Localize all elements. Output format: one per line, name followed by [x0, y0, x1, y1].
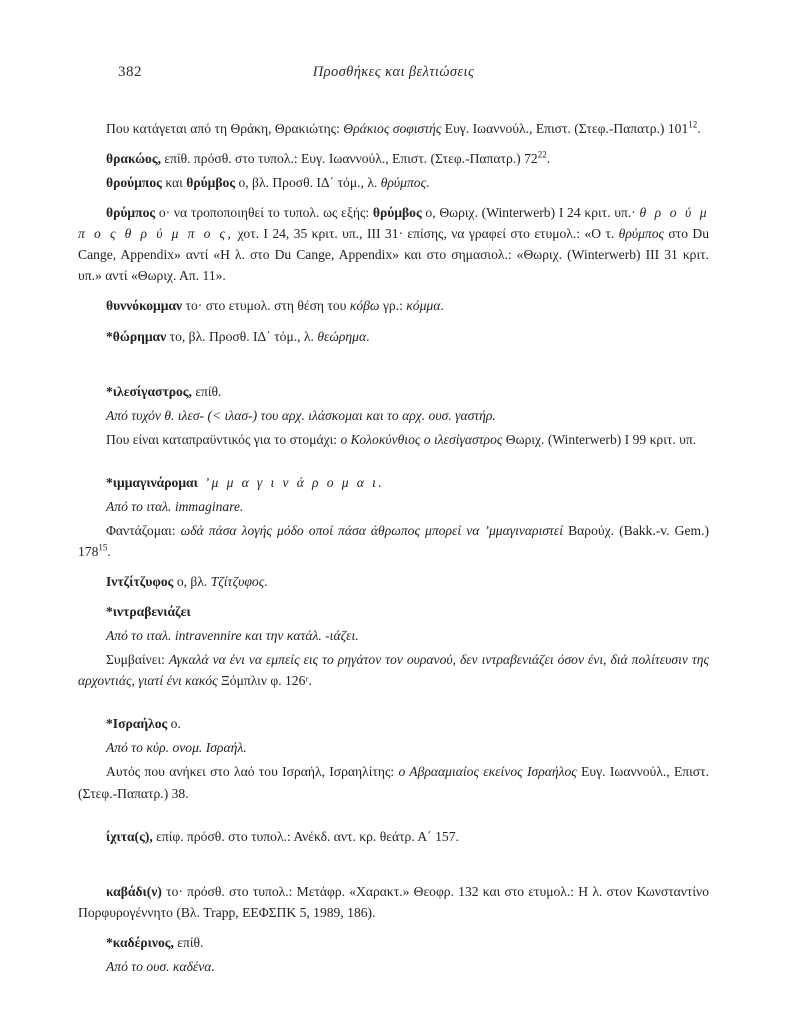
entry-ichitas	[78, 826, 709, 847]
text-segment: .	[546, 151, 551, 167]
headword: ίχιτα(ς),	[106, 828, 153, 844]
headword: Ιντζίτζυφος	[106, 574, 174, 589]
text-segment: Ευγ. Ιωαννούλ., Επιστ. (Στεφ.-Παπατρ.) 101	[441, 121, 689, 136]
headword: *καδέρινος,	[106, 934, 174, 950]
definition-immaginaromai	[78, 520, 709, 562]
etymology-immaginaromai: Από το ιταλ. immaginare.	[106, 498, 244, 514]
entry-thrympos	[78, 202, 709, 286]
text-segment: ο, Θωριχ. (Winterwerb) Ι 24 κριτ. υπ.·	[421, 205, 640, 221]
text-segment: το, βλ. Προσθ. ΙΔ΄ τόμ., λ.	[166, 328, 318, 344]
definition-intraveniazei	[78, 649, 709, 691]
etymology-israilos: Από το κύρ. ονομ. Ισραήλ.	[106, 740, 247, 756]
text-segment-italic: θρύμπος	[380, 175, 427, 191]
text-segment: Βαρούχ. (Bakk.-v. Gem.) 178	[78, 522, 709, 559]
text-segment: Αυτός που ανήκει στο λαό του Ισραήλ, Ισραηλίτης:	[106, 764, 399, 780]
etymology-kaderinos: Από το ουσ. καδένα.	[106, 958, 215, 974]
text-segment-italic: θεώρημα	[317, 328, 367, 344]
text-segment: Ευγ. Ιωαννούλ., Επιστ. (Στεφ.-Παπατρ.) 38.	[78, 764, 709, 801]
text-segment: .	[366, 328, 370, 344]
text-segment-italic: κόβω	[349, 298, 380, 314]
entry-intzitzyfos	[78, 571, 709, 592]
headword: καβάδι(ν)	[106, 883, 162, 899]
headword-variant: θρύμβος	[186, 175, 236, 191]
entry-israilos	[78, 713, 709, 734]
entry-thrakoos	[78, 148, 709, 169]
text-segment: Ξόμπλιν φ. 126ʳ.	[217, 673, 312, 689]
text-segment: Συμβαίνει:	[106, 652, 169, 668]
headword: *ιλεσίγαστρος,	[106, 383, 192, 399]
headword-variant: θρύμβος	[372, 205, 422, 221]
headword: *ιμμαγινάρομαι	[106, 474, 198, 490]
text-segment: .	[264, 574, 268, 589]
entry-immaginaromai	[78, 472, 709, 493]
reference-superscript: 15	[98, 542, 108, 553]
text-segment: το· στο ετυμολ. στη θέση του	[182, 298, 350, 314]
definition-ilesigastros	[78, 429, 709, 450]
text-segment: Που κατάγεται από τη Θράκη, Θρακιώτης:	[106, 121, 344, 136]
headword: *ιντραβενιάζει	[106, 604, 191, 620]
entry-kavadi	[78, 881, 709, 923]
definition-israilos	[78, 761, 709, 803]
entry-kaderinos	[78, 932, 709, 953]
text-segment: Που είναι καταπραϋντικός για το στομάχι:	[106, 431, 341, 447]
text-segment: ο.	[167, 716, 181, 732]
headword: *θώρημαν	[106, 328, 167, 344]
text-segment-italic: ο Κολοκύνθιος ο ιλεσίγαστρος	[340, 431, 503, 447]
etymology-ilesigastros: Από τυχόν θ. ιλεσ- (< ιλασ-) του αρχ. ιλάσκομαι και το αρχ. ουσ. γαστήρ.	[106, 407, 496, 423]
text-segment: επίθ. πρόσθ. στο τυπολ.: Ευγ. Ιωαννούλ., Επιστ. (Στεφ.-Παπατρ.) 72	[160, 151, 538, 167]
text-segment: .	[697, 121, 701, 136]
headword-spaced-variant: ’μ μ α γ ι ν ά ρ ο μ α ι.	[204, 474, 385, 490]
headword: *Ισραήλος	[106, 716, 168, 732]
text-segment: .	[426, 175, 430, 191]
text-segment-spaced: θ ρ ο ύ μ π ο ς θ ρ ύ μ π ο ς,	[78, 205, 709, 242]
text-segment-italic: Θράκιος σοφιστής	[343, 121, 442, 136]
text-segment: ο· να τροποποιηθεί το τυπολ. ως εξής:	[155, 205, 373, 221]
text-segment: ο, βλ.	[173, 574, 211, 589]
entry-intraveniazei	[78, 601, 709, 622]
body-column	[78, 118, 709, 977]
reference-superscript: 12	[688, 119, 698, 130]
page-number: 382	[118, 64, 142, 80]
text-segment: επίφ. πρόσθ. στο τυπολ.: Ανέκδ. αντ. κρ. θεάτρ. Α΄ 157.	[152, 828, 459, 844]
etymology-intraveniazei: Από το ιταλ. intravennire και την κατάλ. -ιάζει.	[106, 628, 359, 644]
entry-throumpos	[78, 172, 709, 193]
text-segment: και	[161, 175, 187, 191]
headword: θρύμπος	[106, 205, 156, 221]
running-title: Προσθήκες και βελτιώσεις	[312, 64, 475, 80]
text-segment: Φαντάζομαι:	[106, 522, 181, 538]
text-segment: το· πρόσθ. στο τυπολ.: Μετάφρ. «Χαρακτ.» Θεοφρ. 132 και στο ετυμολ.: Η λ. στον Κωνσταντίνο Πορφυρογέννητο (Βλ. Trapp, ΕΕΦΣΠΚ 5, 1989, 186).	[78, 883, 709, 920]
text-segment: ο, βλ. Προσθ. ΙΔ΄ τόμ., λ.	[235, 175, 381, 191]
reference-superscript: 22	[537, 149, 547, 160]
headword: θρούμπος	[106, 175, 162, 191]
text-segment: .	[107, 543, 111, 559]
text-segment: επίθ.	[191, 383, 222, 399]
text-segment: Θωριχ. (Winterwerb) Ι 99 κριτ. υπ.	[502, 431, 697, 447]
page-header	[78, 60, 709, 100]
text-segment: χοτ. Ι 24, 35 κριτ. υπ., ΙΙΙ 31· επίσης, να γραφεί στο ετυμολ.: «Ο τ.	[233, 226, 619, 242]
text-segment-italic: κόμμα	[406, 298, 441, 314]
headword: θρακώος,	[106, 151, 161, 167]
text-segment-italic: θρύμπος	[618, 226, 665, 242]
text-segment: επίθ.	[173, 934, 204, 950]
entry-thynnokomman	[78, 295, 709, 316]
entry-ilesigastros	[78, 381, 709, 402]
entry-thoriman	[78, 326, 709, 347]
text-segment-italic: ο Αβρααμιαίος εκείνος Ισραήλος	[398, 764, 577, 780]
paragraph-thrakios	[78, 118, 709, 139]
headword: θυννόκομμαν	[106, 298, 183, 314]
text-segment-italic: Αγκαλά να ένι να εμπείς εις το ρηγάτον τον ουρανού, δεν ιντραβενιάζει όσον ένι, διά πολίτευσιν της αρχοντιάς, γιατί ένι κακός	[78, 652, 709, 689]
text-segment: στο Du Cange, Appendix» αντί «Η λ. στο Du Cange, Appendix» και στο σημασιολ.: «Θωριχ. (Winterwerb) ΙΙΙ 31 κριτ. υπ.» αντί «Θωριχ. Απ. 11».	[78, 226, 710, 284]
text-segment: γρ.:	[379, 298, 407, 314]
text-segment-italic: Τζίτζυφος	[210, 574, 265, 589]
text-segment-italic: ωδά πάσα λογής μόδο οποί πάσα άθρωπος μπορεί να ’μμαγιναριστεί	[180, 522, 564, 538]
text-segment: .	[440, 298, 444, 314]
